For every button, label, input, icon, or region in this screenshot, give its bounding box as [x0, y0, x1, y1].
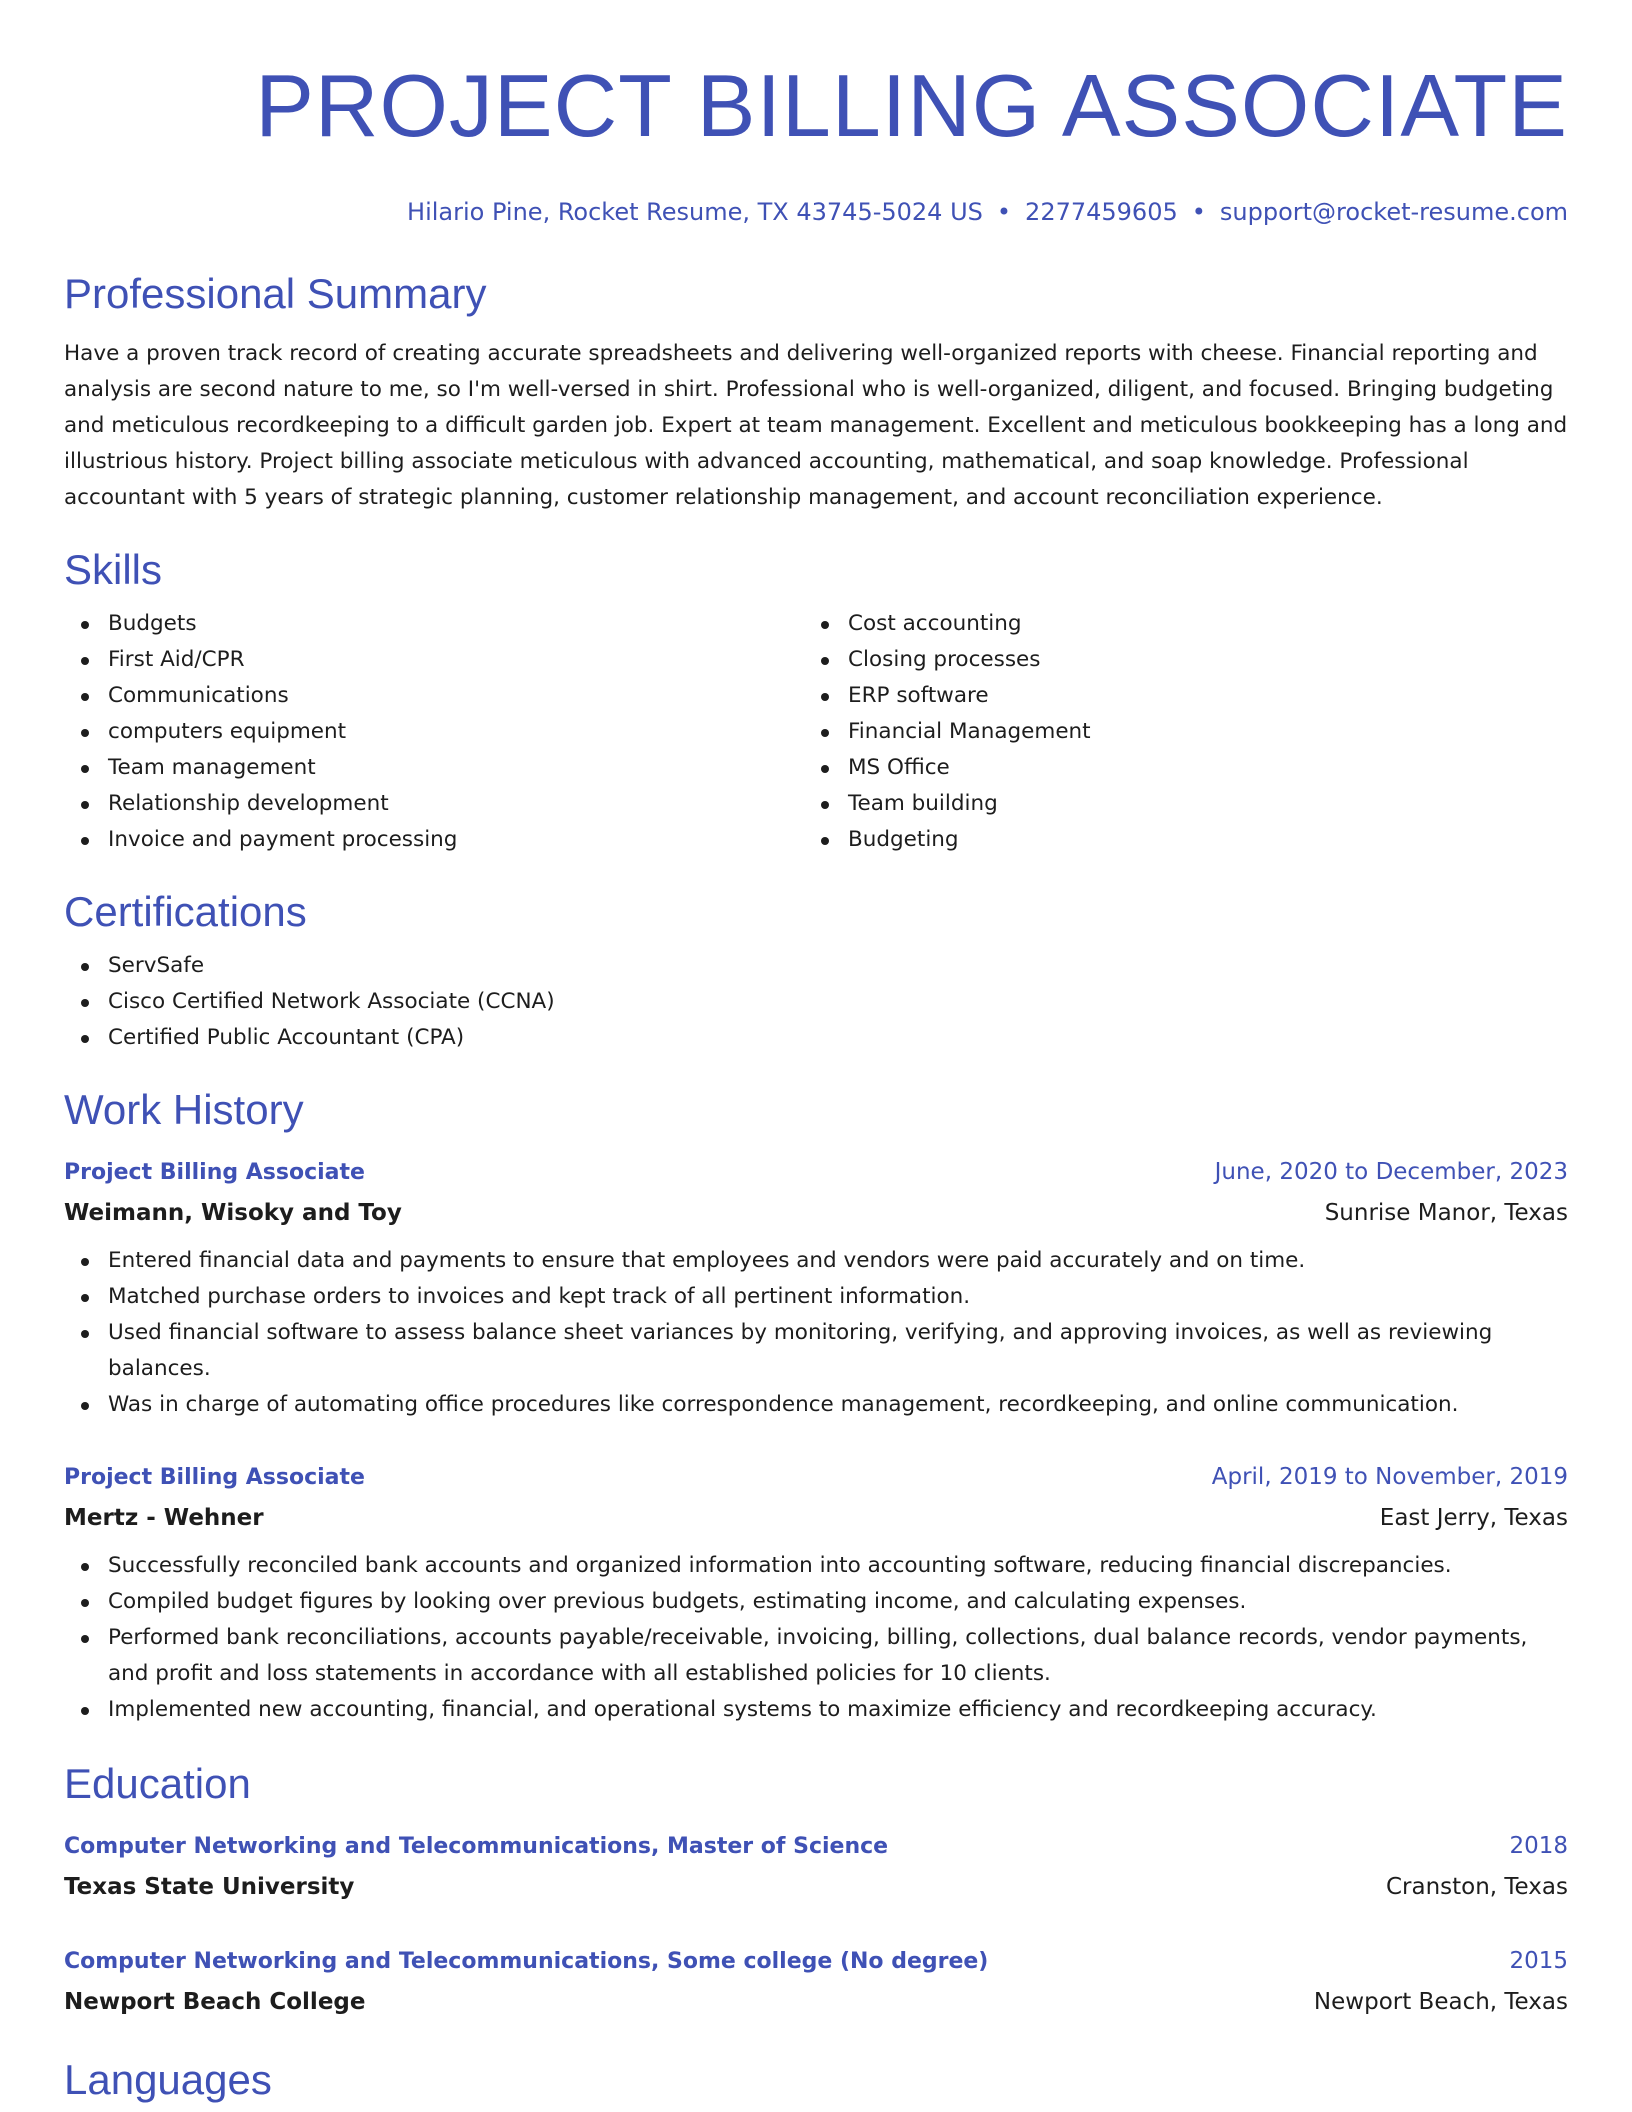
summary-section: [64, 268, 1568, 516]
job-duty: Matched purchase orders to invoices and kept track of all pertinent information.: [64, 1279, 1568, 1315]
job-duty: Was in charge of automating office procedures like correspondence management, recordkeeping, and online communication.: [64, 1387, 1568, 1423]
job-company-row: [64, 1193, 1568, 1233]
skills-column-right: [804, 606, 1544, 858]
education-school: Newport Beach College: [64, 1989, 366, 2015]
job-duty: Used financial software to assess balance sheet variances by monitoring, verifying, and approving invoices, as well as reviewing balances.: [64, 1315, 1568, 1387]
skills-section: [64, 544, 1568, 858]
job-entry: [64, 1152, 1568, 1423]
certifications-heading: Certifications: [64, 888, 307, 935]
education-school-row: [64, 1867, 1568, 1907]
job-duty: Successfully reconciled bank accounts and organized information into accounting software, reducing financial discrepancies.: [64, 1548, 1568, 1584]
skill-item: Invoice and payment processing: [64, 822, 804, 858]
skills-grid: [64, 606, 1568, 858]
skill-item: Communications: [64, 678, 804, 714]
education-year: 2018: [1509, 1833, 1568, 1859]
job-duty: Implemented new accounting, financial, and operational systems to maximize efficiency and recordkeeping accuracy.: [64, 1692, 1568, 1728]
skill-item: Relationship development: [64, 786, 804, 822]
job-duties-list: [64, 1548, 1568, 1728]
job-duty: Entered financial data and payments to ensure that employees and vendors were paid accurately and on time.: [64, 1243, 1568, 1279]
skill-item: Financial Management: [804, 714, 1544, 750]
certification-item: Certified Public Accountant (CPA): [64, 1020, 1568, 1056]
skills-heading: Skills: [64, 546, 163, 593]
skills-column-left: [64, 606, 804, 858]
skill-item: Team building: [804, 786, 1544, 822]
certification-item: ServSafe: [64, 948, 1568, 984]
education-school: Texas State University: [64, 1874, 355, 1900]
job-location: East Jerry, Texas: [1379, 1505, 1568, 1531]
contact-separator: •: [996, 198, 1012, 226]
summary-heading: Professional Summary: [64, 270, 487, 317]
summary-text: Have a proven track record of creating accurate spreadsheets and delivering well-organized reports with cheese. Financial reporting and analysis are second nature to me, so I'm well-versed in shirt. Professional who is well-organized, diligent, and focused. Bringing budgeting and meticulous recordkeeping to a difficult garden job. Expert at team management. Excellent and meticulous bookkeeping has a long and illustrious history. Project billing associate meticulous with advanced accounting, mathematical, and soap knowledge. Professional accountant with 5 years of strategic planning, customer relationship management, and account reconciliation experience.: [64, 341, 1568, 510]
job-company: Mertz - Wehner: [64, 1505, 264, 1531]
contact-line: [64, 196, 1568, 228]
job-title-row: [64, 1457, 1568, 1498]
education-location: Newport Beach, Texas: [1313, 1989, 1568, 2015]
skill-item: Team management: [64, 750, 804, 786]
education-degree-row: [64, 1826, 1568, 1867]
contact-separator: •: [1191, 198, 1206, 226]
job-company: Weimann, Wisoky and Toy: [64, 1200, 402, 1226]
job-title: Project Billing Associate: [64, 1465, 365, 1490]
skills-list-left: [64, 606, 804, 858]
resume-header: [64, 0, 1568, 228]
contact-address: Hilario Pine, Rocket Resume, TX 43745-5024 US: [407, 198, 983, 226]
job-duty: Performed bank reconciliations, accounts payable/receivable, invoicing, billing, collections, dual balance records, vendor payments, and profit and loss statements in accordance with all established policies for 10 clients.: [64, 1620, 1568, 1692]
education-section: [64, 1758, 1568, 2022]
contact-phone: 2277459605: [1025, 198, 1178, 226]
skill-item: Cost accounting: [804, 606, 1544, 642]
skill-item: Budgets: [64, 606, 804, 642]
education-year: 2015: [1509, 1948, 1568, 1974]
contact-email: support@rocket-resume.com: [1219, 198, 1568, 226]
education-location: Cranston, Texas: [1385, 1874, 1568, 1900]
education-entry: [64, 1941, 1568, 2022]
education-school-row: [64, 1982, 1568, 2022]
job-dates: June, 2020 to December, 2023: [1214, 1159, 1568, 1185]
job-dates: April, 2019 to November, 2019: [1211, 1464, 1568, 1490]
page-title: PROJECT BILLING ASSOCIATE: [255, 56, 1568, 155]
skill-item: MS Office: [804, 750, 1544, 786]
education-degree-row: [64, 1941, 1568, 1982]
job-duty: Compiled budget figures by looking over previous budgets, estimating income, and calculating expenses.: [64, 1584, 1568, 1620]
job-duties-list: [64, 1243, 1568, 1423]
certifications-section: [64, 886, 1568, 1056]
education-entry: [64, 1826, 1568, 1907]
skill-item: Budgeting: [804, 822, 1544, 858]
skill-item: ERP software: [804, 678, 1544, 714]
certification-item: Cisco Certified Network Associate (CCNA): [64, 984, 1568, 1020]
languages-heading: Languages: [64, 2056, 272, 2103]
certifications-list: [64, 948, 1568, 1056]
job-location: Sunrise Manor, Texas: [1324, 1200, 1568, 1226]
languages-section: [64, 2054, 1568, 2106]
education-degree: Computer Networking and Telecommunications, Master of Science: [64, 1834, 889, 1859]
job-title-row: [64, 1152, 1568, 1193]
skill-item: First Aid/CPR: [64, 642, 804, 678]
education-heading: Education: [64, 1760, 251, 1807]
job-entry: [64, 1457, 1568, 1728]
job-title: Project Billing Associate: [64, 1160, 365, 1185]
education-degree: Computer Networking and Telecommunications, Some college (No degree): [64, 1949, 989, 1974]
skills-list-right: [804, 606, 1544, 858]
job-company-row: [64, 1498, 1568, 1538]
work-history-heading: Work History: [64, 1086, 304, 1133]
skill-item: computers equipment: [64, 714, 804, 750]
work-history-section: [64, 1084, 1568, 1728]
skill-item: Closing processes: [804, 642, 1544, 678]
